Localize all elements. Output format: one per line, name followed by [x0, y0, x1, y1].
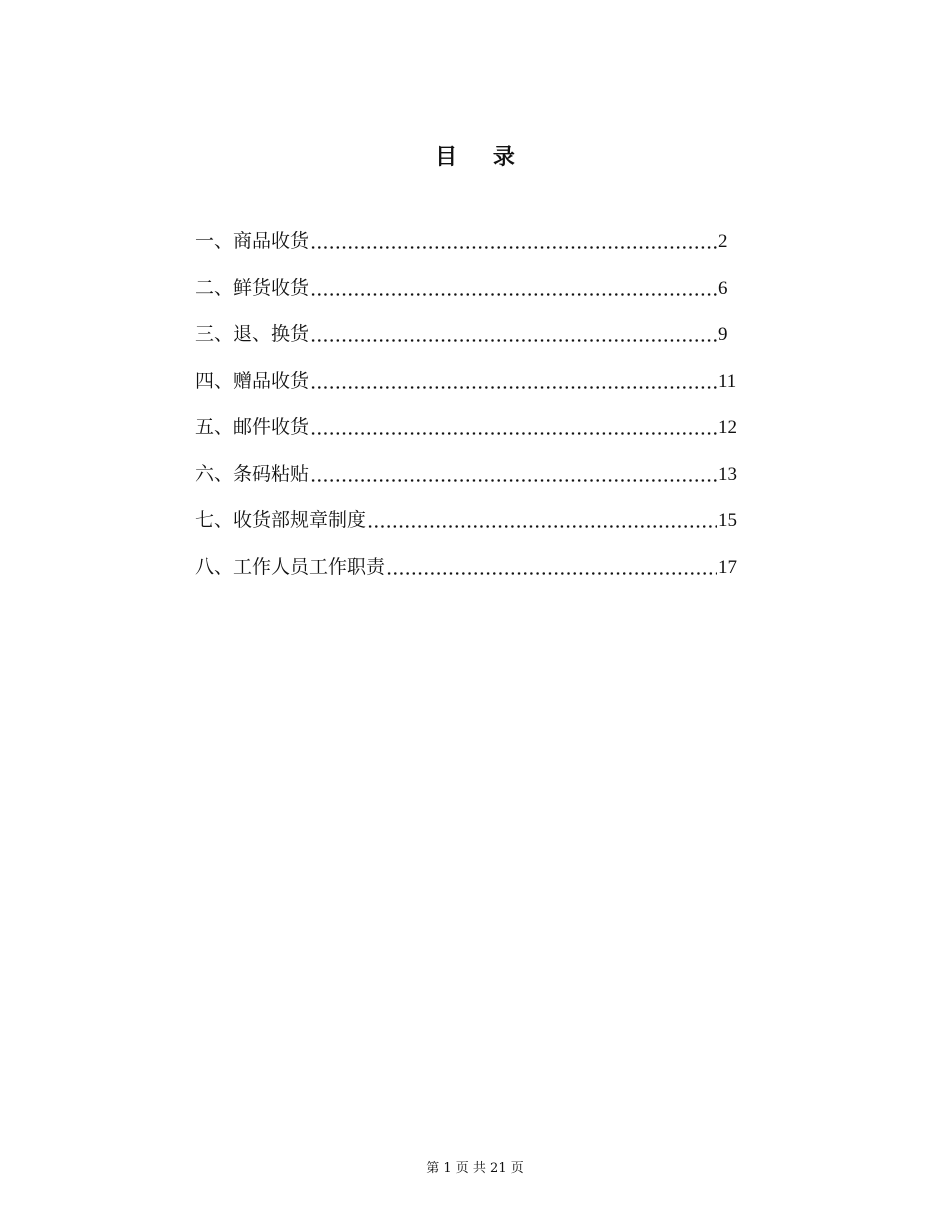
toc-entry[interactable] [195, 456, 740, 503]
page-title: 目 录 [435, 144, 529, 170]
toc-entry-page: 13 [718, 463, 737, 485]
toc-entry-label: 八、工作人员工作职责 [195, 555, 386, 578]
toc-entry-label: 六、条码粘贴 [195, 462, 310, 485]
toc-list [195, 223, 740, 595]
toc-leader-dots [310, 470, 717, 490]
toc-entry-page: 2 [718, 231, 728, 252]
toc-leader-dots [386, 563, 717, 583]
toc-entry[interactable] [195, 270, 740, 317]
toc-entry-label: 一、商品收货 [195, 230, 310, 252]
toc-leader-dots [310, 423, 717, 443]
toc-entry-label: 四、赠品收货 [195, 369, 310, 392]
toc-entry[interactable] [195, 549, 740, 596]
toc-entry-page: 9 [718, 324, 728, 345]
toc-entry-page: 15 [718, 510, 737, 531]
toc-entry-label: 五、邮件收货 [195, 416, 310, 438]
toc-entry[interactable] [195, 409, 740, 456]
toc-entry-label: 三、退、换货 [195, 323, 310, 345]
toc-leader-dots [310, 330, 717, 350]
toc-entry[interactable] [195, 316, 740, 363]
toc-entry[interactable] [195, 502, 740, 549]
toc-entry-label: 二、鲜货收货 [195, 276, 310, 299]
page-footer: 第 1 页 共 21 页 [426, 1161, 524, 1176]
toc-leader-dots [310, 284, 717, 304]
toc-entry-page: 6 [718, 277, 728, 299]
toc-leader-dots [310, 237, 717, 257]
toc-entry-page: 11 [718, 370, 737, 392]
toc-entry-page: 17 [718, 556, 737, 578]
toc-leader-dots [367, 516, 717, 536]
toc-entry-label: 七、收货部规章制度 [195, 509, 367, 531]
toc-leader-dots [310, 377, 717, 397]
toc-entry-page: 12 [718, 417, 737, 438]
toc-entry[interactable] [195, 223, 740, 270]
toc-entry[interactable] [195, 363, 740, 410]
